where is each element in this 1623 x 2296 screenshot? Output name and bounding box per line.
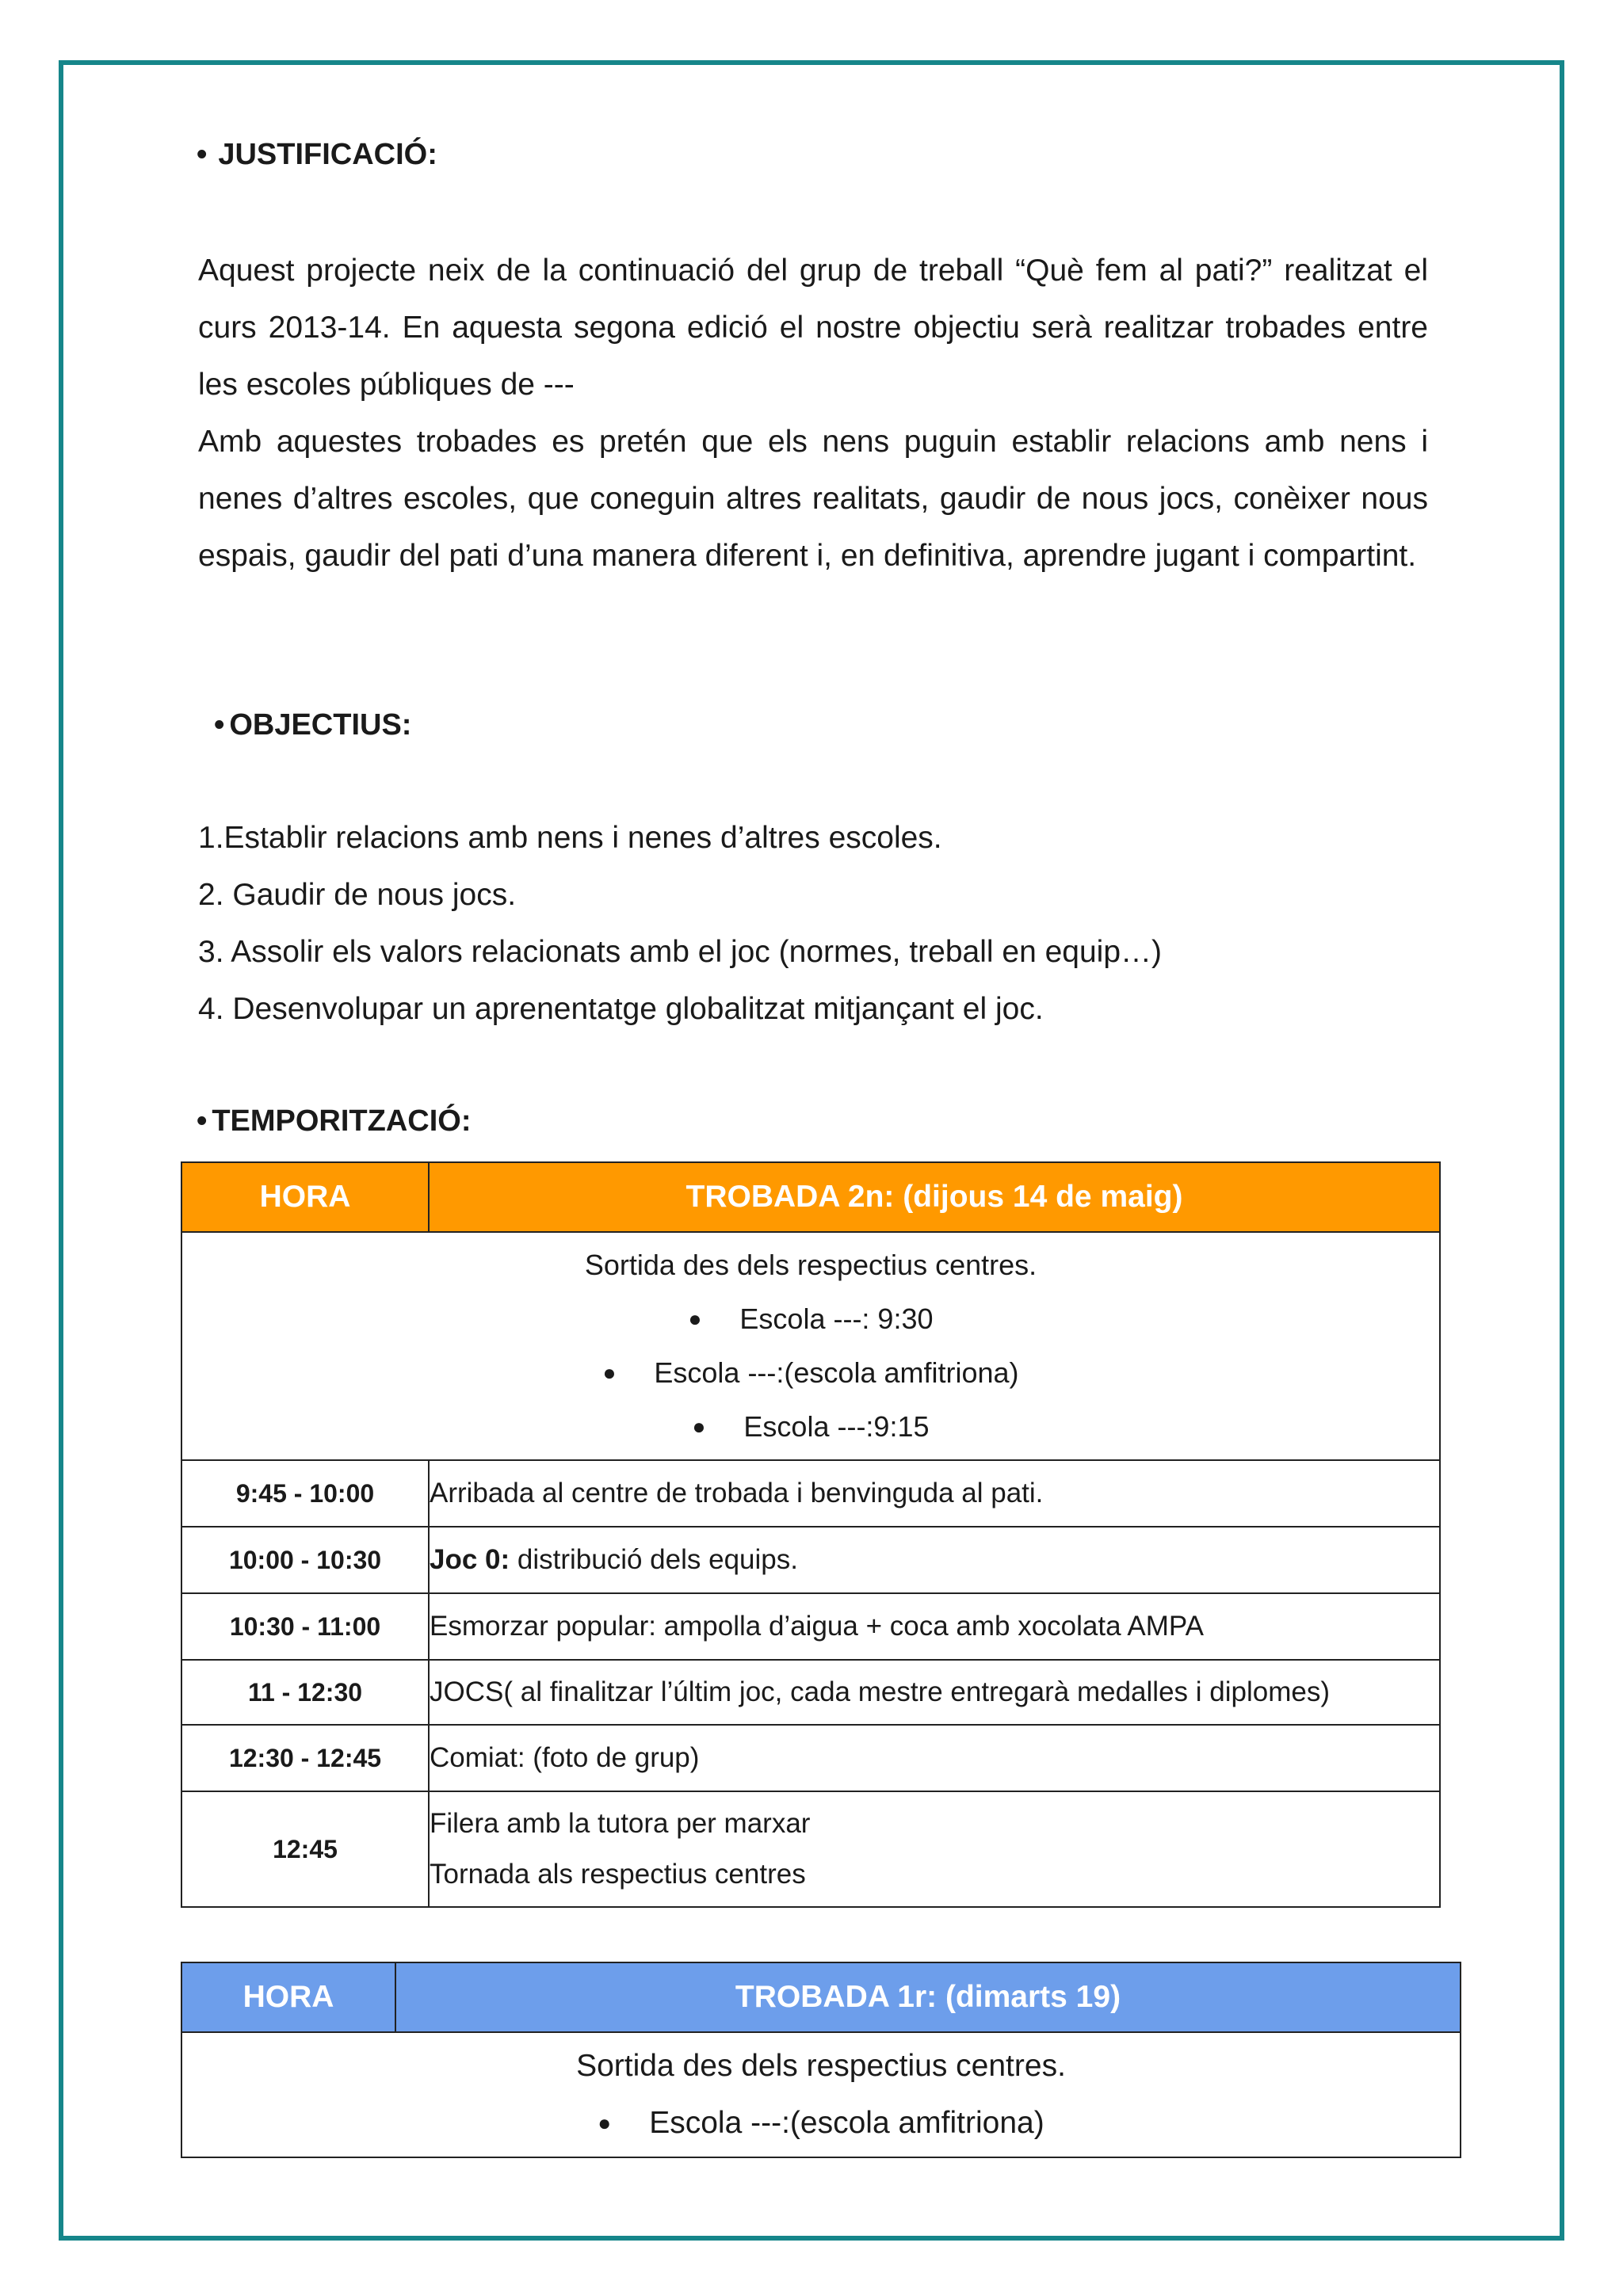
departure-cell	[181, 2032, 1461, 2157]
list-item: 1.Establir relacions amb nens i nenes d’altres escoles.	[198, 821, 942, 855]
schedule-table-trobada-1r	[181, 1962, 1461, 2158]
list-item: 2. Gaudir de nous jocs.	[198, 878, 517, 912]
departure-item: ● Escola ---: 9:30	[688, 1302, 934, 1335]
row-hora: 11 - 12:30	[181, 1660, 429, 1725]
column-header-trobada: TROBADA 1r: (dimarts 19)	[395, 1962, 1461, 2032]
departure-item: ● Escola ---:(escola amfitriona)	[602, 1356, 1019, 1389]
table-row	[181, 1791, 1440, 1907]
objectius-heading: • OBJECTIUS:	[214, 708, 412, 742]
bullet-icon: ●	[602, 1360, 617, 1385]
list-item: 4. Desenvolupar un aprenentatge globalitzat mitjançant el joc.	[198, 992, 1044, 1026]
bullet-icon: •	[214, 708, 225, 742]
bullet-icon: ●	[598, 2111, 612, 2135]
bullet-icon: ●	[692, 1414, 706, 1439]
column-header-hora: HORA	[181, 1962, 395, 2032]
departure-item: ● Escola ---:(escola amfitriona)	[598, 2106, 1044, 2140]
schedule-table-trobada-2n	[181, 1161, 1441, 1908]
row-activity: JOCS( al finalitzar l’últim joc, cada mestre entregarà medalles i diplomes)	[429, 1660, 1440, 1725]
justificacio-heading: • JUSTIFICACIÓ:	[197, 138, 437, 171]
row-activity: Comiat: (foto de grup)	[429, 1725, 1440, 1791]
row-activity: Esmorzar popular: ampolla d’aigua + coca amb xocolata AMPA	[429, 1593, 1440, 1660]
row-activity: Filera amb la tutora per marxar Tornada als respectius centres	[429, 1791, 1440, 1907]
paragraph: Aquest projecte neix de la continuació del grup de treball “Què fem al pati?” realitzat el curs 2013-14. En aquesta segona edició el nostre objectiu serà realitzar trobades entre les escoles públiques de ---	[198, 254, 1428, 402]
justificacio-text	[198, 242, 1428, 585]
row-hora: 12:45	[181, 1791, 429, 1907]
table-row	[181, 1527, 1440, 1593]
row-hora: 9:45 - 10:00	[181, 1460, 429, 1527]
bullet-icon: ●	[688, 1306, 702, 1331]
table-row	[181, 1725, 1440, 1791]
row-hora: 12:30 - 12:45	[181, 1725, 429, 1791]
row-activity: Joc 0: distribució dels equips.	[429, 1527, 1440, 1593]
departure-cell	[181, 1232, 1440, 1460]
departure-title: Sortida des dels respectius centres.	[576, 2049, 1066, 2083]
bullet-icon: •	[197, 1104, 208, 1138]
table-row	[181, 1593, 1440, 1660]
row-hora: 10:00 - 10:30	[181, 1527, 429, 1593]
departure-item: ● Escola ---:9:15	[692, 1410, 930, 1443]
table-row	[181, 1660, 1440, 1725]
row-hora: 10:30 - 11:00	[181, 1593, 429, 1660]
paragraph: Amb aquestes trobades es pretén que els nens puguin establir relacions amb nens i nenes d’altres escoles, que coneguin altres realitats, gaudir de nous jocs, conèixer nous espais, gaudir del pati d’una manera diferent i, en definitiva, aprendre jugant i compartint.	[198, 425, 1428, 573]
objectius-list	[198, 810, 1434, 1038]
column-header-trobada: TROBADA 2n: (dijous 14 de maig)	[429, 1162, 1440, 1232]
list-item: 3. Assolir els valors relacionats amb el joc (normes, treball en equip…)	[198, 935, 1163, 969]
temporitzacio-heading: • TEMPORITZACIÓ:	[197, 1104, 472, 1138]
bullet-icon: •	[197, 138, 208, 171]
table-row	[181, 1460, 1440, 1527]
column-header-hora: HORA	[181, 1162, 429, 1232]
row-activity: Arribada al centre de trobada i benvinguda al pati.	[429, 1460, 1440, 1527]
departure-title: Sortida des dels respectius centres.	[584, 1249, 1037, 1281]
